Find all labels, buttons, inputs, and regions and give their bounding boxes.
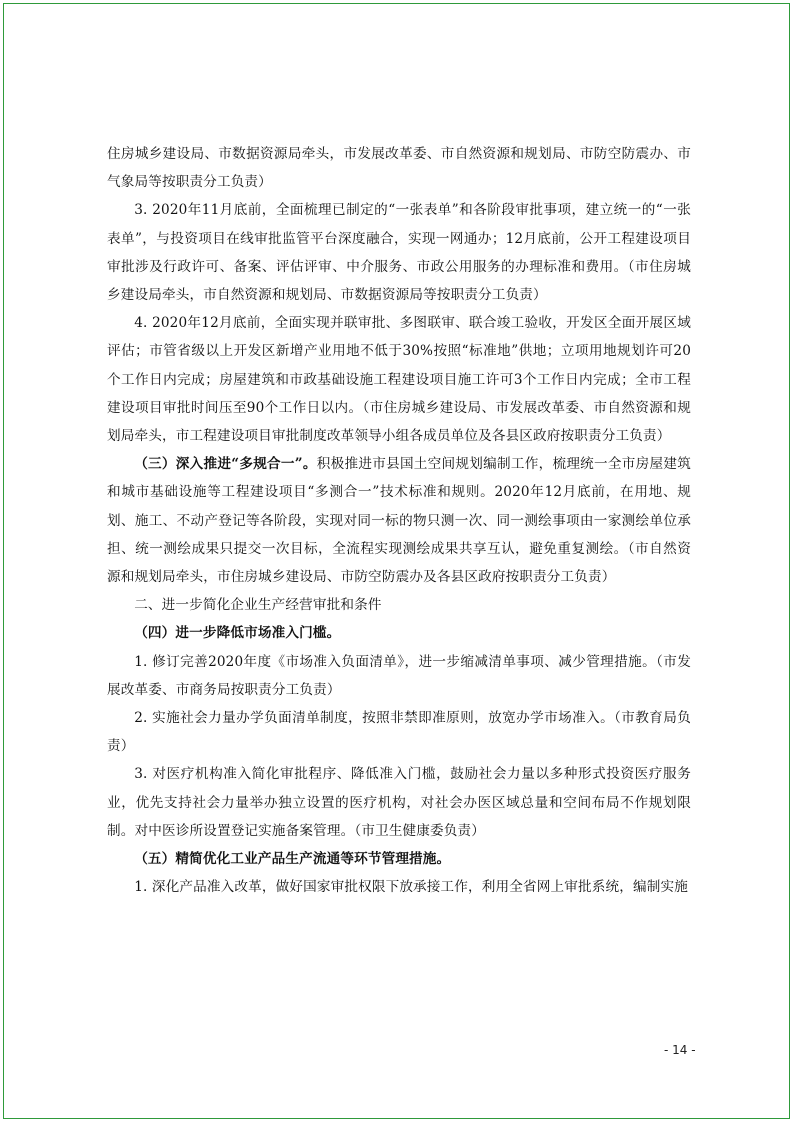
- paragraph-item-3: 3. 2020年11月底前，全面梳理已制定的“一张表单”和各阶段审批事项，建立统一的“一张表单”，与投资项目在线审批监管平台深度融合，实现一网通办；12月底前，公开工程建设项目审批涉及行政许可、备案、评估评审、中介服务、市政公用服务的办理标准和费用。（市住房城乡建设局牵头，市自然资源和规划局、市数据资源局等按职责分工负责）: [107, 202, 691, 304]
- section-4-heading: （四）进一步降低市场准入门槛。: [134, 625, 341, 642]
- section-3-heading: （三）深入推进“多规合一”。: [134, 456, 317, 473]
- paragraph-item-4-2: 2. 实施社会力量办学负面清单制度，按照非禁即准原则，放宽办学市场准入。（市教育局负责）: [107, 710, 691, 755]
- paragraph-item-4-1: 1. 修订完善2020年度《市场准入负面清单》，进一步缩减清单事项、减少管理措施。（市发展改革委、市商务局按职责分工负责）: [107, 653, 691, 698]
- document-body: [107, 140, 691, 901]
- paragraph-item-5-1: 1. 深化产品准入改革，做好国家审批权限下放承接工作，利用全省网上审批系统，编制实施: [134, 879, 688, 896]
- chapter-2-heading: 二、进一步简化企业生产经营审批和条件: [134, 597, 382, 614]
- section-5-heading: （五）精简优化工业产品生产流通等环节管理措施。: [134, 851, 451, 868]
- paragraph-continued: 住房城乡建设局、市数据资源局牵头，市发展改革委、市自然资源和规划局、市防空防震办、市气象局等按职责分工负责）: [107, 146, 691, 191]
- paragraph-item-4: 4. 2020年12月底前，全面实现并联审批、多图联审、联合竣工验收，开发区全面开展区域评估；市管省级以上开发区新增产业用地不低于30%按照“标准地”供地；立项用地规划许可20个工作日内完成；房屋建筑和市政基础设施工程建设项目施工许可3个工作日内完成；全市工程建设项目审批时间压至90个工作日以内。（市住房城乡建设局、市发展改革委、市自然资源和规划局牵头，市工程建设项目审批制度改革领导小组各成员单位及各县区政府按职责分工负责）: [107, 315, 691, 445]
- page-number: - 14 -: [664, 1043, 696, 1057]
- paragraph-section-3: [107, 450, 691, 591]
- section-3-body: 积极推进市县国土空间规划编制工作，梳理统一全市房屋建筑和城市基础设施等工程建设项目“多测合一”技术标准和规则。2020年12月底前，在用地、规划、施工、不动产登记等各阶段，实现对同一标的物只测一次、同一测绘事项由一家测绘单位承担、统一测绘成果只提交一次目标，全流程实现测绘成果共享互认，避免重复测绘。（市自然资源和规划局牵头，市住房城乡建设局、市防空防震办及各县区政府按职责分工负责）: [107, 456, 691, 586]
- paragraph-item-4-3: 3. 对医疗机构准入简化审批程序、降低准入门槛，鼓励社会力量以多种形式投资医疗服务业，优先支持社会力量举办独立设置的医疗机构，对社会办医区域总量和空间布局不作规划限制。对中医诊所设置登记实施备案管理。（市卫生健康委负责）: [107, 766, 691, 839]
